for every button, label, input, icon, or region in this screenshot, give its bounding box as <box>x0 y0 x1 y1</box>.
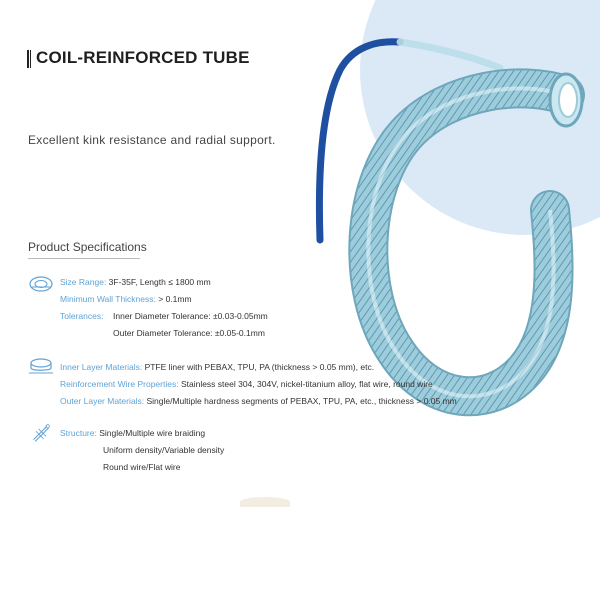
inner-layer-row <box>60 362 374 372</box>
size-range-row <box>60 277 211 287</box>
specs-heading: Product Specifications <box>28 240 147 254</box>
structure-label: Structure: <box>60 428 97 438</box>
specs-divider <box>28 258 140 259</box>
decorative-shape <box>240 497 290 507</box>
wall-thickness-row <box>60 294 192 304</box>
coil-spring-icon <box>28 274 54 294</box>
reinforcement-wire-label: Reinforcement Wire Properties: <box>60 379 179 389</box>
layer-stack-icon <box>28 356 54 376</box>
wall-thickness-label: Minimum Wall Thickness: <box>60 294 156 304</box>
inner-layer-value: PTFE liner with PEBAX, TPU, PA (thickness > 0.05 mm), etc. <box>142 362 375 372</box>
title-marker <box>27 50 31 68</box>
inner-layer-label: Inner Layer Materials: <box>60 362 143 372</box>
braid-wire-icon <box>28 423 54 443</box>
page-title: COIL-REINFORCED TUBE <box>36 48 250 67</box>
reinforcement-wire-row <box>60 379 433 389</box>
outer-layer-value: Single/Multiple hardness segments of PEBAX, TPU, PA, etc., thickness > 0.05 mm <box>144 396 457 406</box>
outer-layer-label: Outer Layer Materials: <box>60 396 145 406</box>
tolerances-label: Tolerances: <box>60 311 104 321</box>
size-range-value: 3F-35F, Length ≤ 1800 mm <box>106 277 211 287</box>
outer-layer-row <box>60 396 457 406</box>
wall-thickness-value: > 0.1mm <box>155 294 192 304</box>
inner-diameter-tolerance: Inner Diameter Tolerance: ±0.03-0.05mm <box>113 311 268 321</box>
reinforcement-wire-value: Stainless steel 304, 304V, nickel-titanium alloy, flat wire, round wire <box>178 379 433 389</box>
page-subtitle: Excellent kink resistance and radial support. <box>28 133 276 147</box>
structure-value-3: Round wire/Flat wire <box>103 462 181 472</box>
outer-diameter-tolerance: Outer Diameter Tolerance: ±0.05-0.1mm <box>113 328 265 338</box>
tolerances-row <box>60 311 268 321</box>
structure-value-1: Single/Multiple wire braiding <box>96 428 206 438</box>
size-range-label: Size Range: <box>60 277 107 287</box>
structure-value-2: Uniform density/Variable density <box>103 445 225 455</box>
structure-row <box>60 428 205 438</box>
